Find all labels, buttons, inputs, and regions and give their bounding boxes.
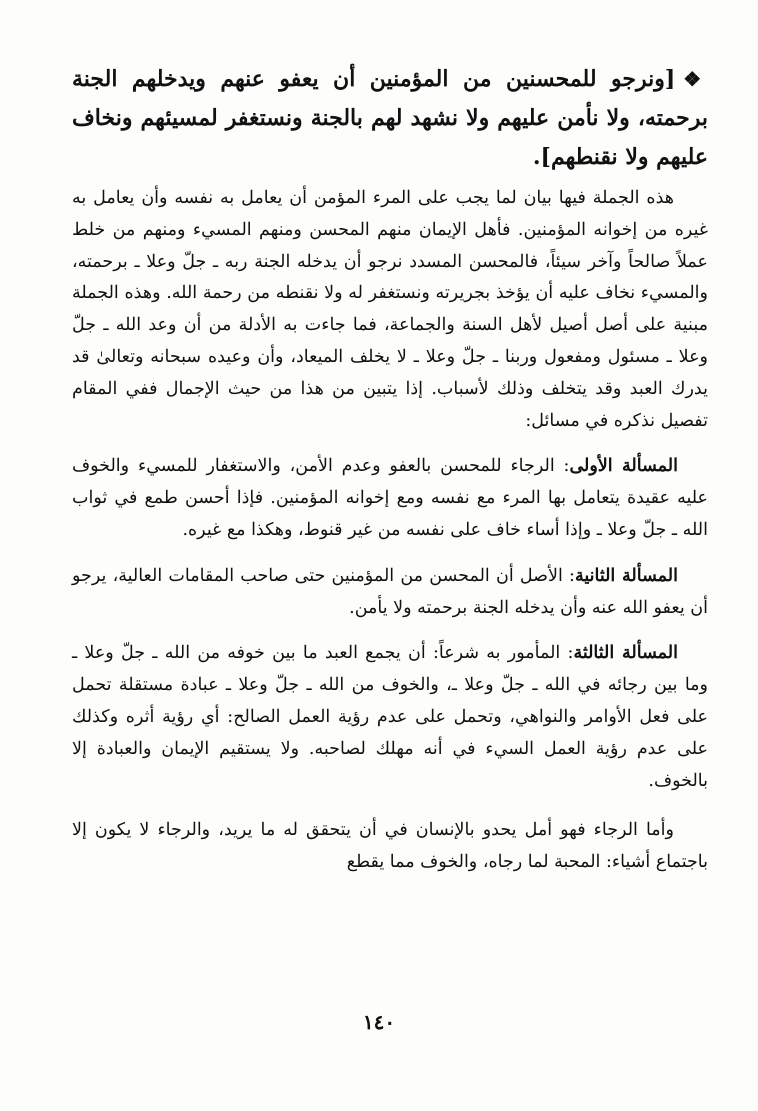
issue-paragraph-3 <box>72 638 708 797</box>
issue-text: : الرجاء للمحسن بالعفو وعدم الأمن، والاستغفار للمسيء والخوف عليه عقيدة يتعامل بها المرء مع نفسه ومع إخوانه المؤمنين. فإذا أحسن طمع في ثواب الله ـ جلّ وعلا ـ وإذا أساء خاف على نفسه من غير قنوط، وهكذا مع غيره. <box>72 456 708 540</box>
intro-paragraph: هذه الجملة فيها بيان لما يجب على المرء المؤمن أن يعامل به نفسه وأن يعامل به غيره من إخوانه المؤمنين. فأهل الإيمان منهم المحسن ومنهم المسيء ومنهم من خلط عملاً صالحاً وآخر سيئاً، فالمحسن المسدد نرجو أن يدخله الجنة ربه ـ جلّ وعلا ـ برحمته، والمسيء نخاف عليه أن يؤخذ بجريرته ونستغفر له ولا نقنطه من رحمة الله. وهذه الجملة مبنية على أصل أصيل لأهل السنة والجماعة، فما جاءت به الأدلة من أن وعد الله ـ جلّ وعلا ـ مسئول ومفعول وربنا ـ جلّ وعلا ـ لا يخلف الميعاد، وأن وعيده سبحانه وتعالىٰ قد يدرك العبد وقد يتخلف وذلك لأسباب. إذا يتبين من هذا من حيث الإجمال ففي المقام تفصيل نذكره في مسائل: <box>72 188 708 431</box>
issue-text: : الأصل أن المحسن من المؤمنين حتى صاحب المقامات العالية، يرجو أن يعفو الله عنه وأن يدخله الجنة برحمته ولا يأمن. <box>72 565 708 618</box>
page-number: ١٤٠ <box>362 1010 396 1034</box>
section-heading <box>72 60 708 177</box>
final-paragraph: وأما الرجاء فهو أمل يحدو بالإنسان في أن يتحقق له ما يريد، والرجاء لا يكون إلا باجتماع أشياء: المحبة لما رجاه، والخوف مما يقطع <box>72 820 708 873</box>
issue-text: : المأمور به شرعاً: أن يجمع العبد ما بين خوفه من الله ـ جلّ وعلا ـ وما بين رجائه في الله ـ جلّ وعلا ـ، والخوف من الله ـ جلّ وعلا ـ عبادة مستقلة تحمل على فعل الأوامر والنواهي، وتحمل على عدم رؤية العمل الصالح: أي رؤية أثره وكذلك على عدم رؤية العمل السيء في أنه مهلك لصاحبه. ولا يستقيم الإيمان والعبادة إلا بالخوف. <box>72 643 708 791</box>
four-diamond-bullet-icon: ❖ <box>683 67 708 91</box>
issue-label: المسألة الثالثة <box>573 643 678 664</box>
issue-label: المسألة الأولى <box>569 456 678 477</box>
issue-paragraph-1 <box>72 451 708 546</box>
page-body <box>72 60 708 879</box>
issue-label: المسألة الثانية <box>574 565 678 586</box>
issue-paragraph-2 <box>72 561 708 625</box>
heading-text: [ونرجو للمحسنين من المؤمنين أن يعفو عنهم ويدخلهم الجنة برحمته، ولا نأمن عليهم ولا نشهد لهم بالجنة ونستغفر لمسيئهم ونخاف عليهم ولا نقنطهم]. <box>72 66 708 170</box>
